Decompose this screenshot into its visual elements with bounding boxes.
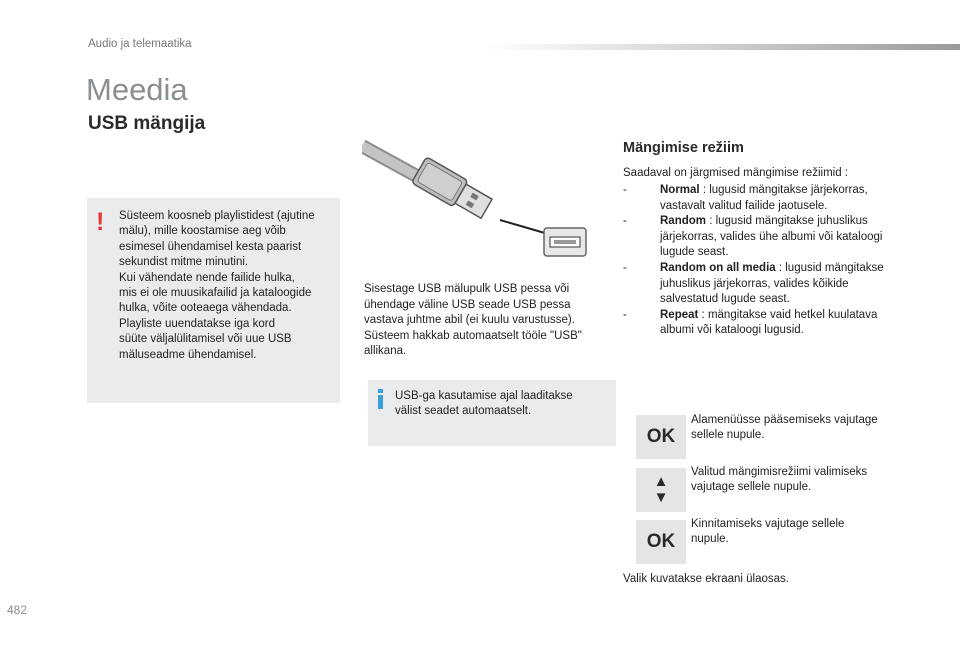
- ok-button-submenu[interactable]: OK: [636, 415, 686, 459]
- mode-desc: : mängitakse vaid hetkel kuulatava albumi või kataloogi lugusid.: [660, 308, 878, 337]
- up-down-button[interactable]: [636, 468, 686, 512]
- up-down-button-text: Valitud mängimisrežiimi valimiseks vajutage sellele nupule.: [691, 466, 868, 494]
- exclamation-icon: !: [96, 208, 105, 236]
- page-title: Meedia: [86, 72, 188, 107]
- ok-button-confirm-text: Kinnitamiseks vajutage sellele nupule.: [691, 518, 845, 546]
- info-text: USB-ga kasutamise ajal laaditakse välist seadet automaatselt.: [395, 390, 573, 418]
- mode-item-random: - Random : lugusid mängitakse juhuslikus järjekorras, valides ühe albumi või kataloogi lugude seast.: [623, 215, 883, 259]
- mode-name: Random: [660, 215, 706, 228]
- ok-button-confirm[interactable]: OK: [636, 520, 686, 564]
- usb-plug-illustration: [362, 140, 592, 260]
- header-gradient-bar: [485, 44, 960, 50]
- usb-port: [544, 228, 586, 256]
- arrow-down-icon: ▼: [653, 489, 669, 506]
- mode-name: Repeat: [660, 308, 699, 321]
- mode-name: Normal: [660, 184, 700, 196]
- mode-desc: : lugusid mängitakse juhuslikus järjekorras, valides kõikide salvestatud lugude seast.: [660, 261, 884, 306]
- mode-desc: : lugusid mängitakse juhuslikus järjekorras, valides ühe albumi või kataloogi lugude seast.: [660, 215, 883, 259]
- page-number: 482: [7, 603, 28, 617]
- modes-list: [623, 183, 893, 339]
- mode-item-random-all: - Random on all media : lugusid mängitakse juhuslikus järjekorras, valides kõikide salvestatud lugude seast.: [623, 261, 884, 306]
- page-subtitle: USB mängija: [88, 113, 206, 134]
- mode-item-repeat: - Repeat : mängitakse vaid hetkel kuulatava albumi või kataloogi lugusid.: [623, 308, 878, 337]
- section-header-label: Audio ja telemaatika: [88, 38, 192, 50]
- arrow-up-icon: ▲: [653, 473, 669, 490]
- selection-display-note: Valik kuvatakse ekraani ülaosas.: [623, 573, 789, 585]
- warning-text: Süsteem koosneb playlistidest (ajutine mälu), mille koostamise aeg võib esimesel ühendamisel kesta paarist sekundist mitme minutini. Kui vähendate nende failide hulka, mis ei ole muusikafailid ja kataloogide hulka, võite ooteaega vähendada. Playliste uuendatakse iga kord süüte väljalülitamisel või uue USB mäluseadme ühendamisel.: [119, 210, 315, 361]
- mode-item-normal: - Normal : lugusid mängitakse järjekorras, vastavalt valitud failide jaotusele.: [623, 184, 868, 212]
- ok-button-submenu-text: Alamenüüsse pääsemiseks vajutage sellele nupule.: [691, 414, 878, 442]
- info-icon: [376, 389, 386, 409]
- modes-intro: Saadaval on järgmised mängimise režiimid :: [623, 167, 848, 179]
- usb-plug: [412, 157, 495, 222]
- mode-desc: : lugusid mängitakse järjekorras, vastavalt valitud failide jaotusele.: [660, 184, 868, 212]
- modes-heading: Mängimise režiim: [623, 140, 744, 156]
- mode-name: Random on all media: [660, 261, 776, 274]
- usb-description: Sisestage USB mälupulk USB pessa või ühendage väline USB seade USB pessa vastava juhtme abil (ei kuulu varustusse). Süsteem hakkab automaatselt tööle "USB" allikana.: [364, 283, 582, 358]
